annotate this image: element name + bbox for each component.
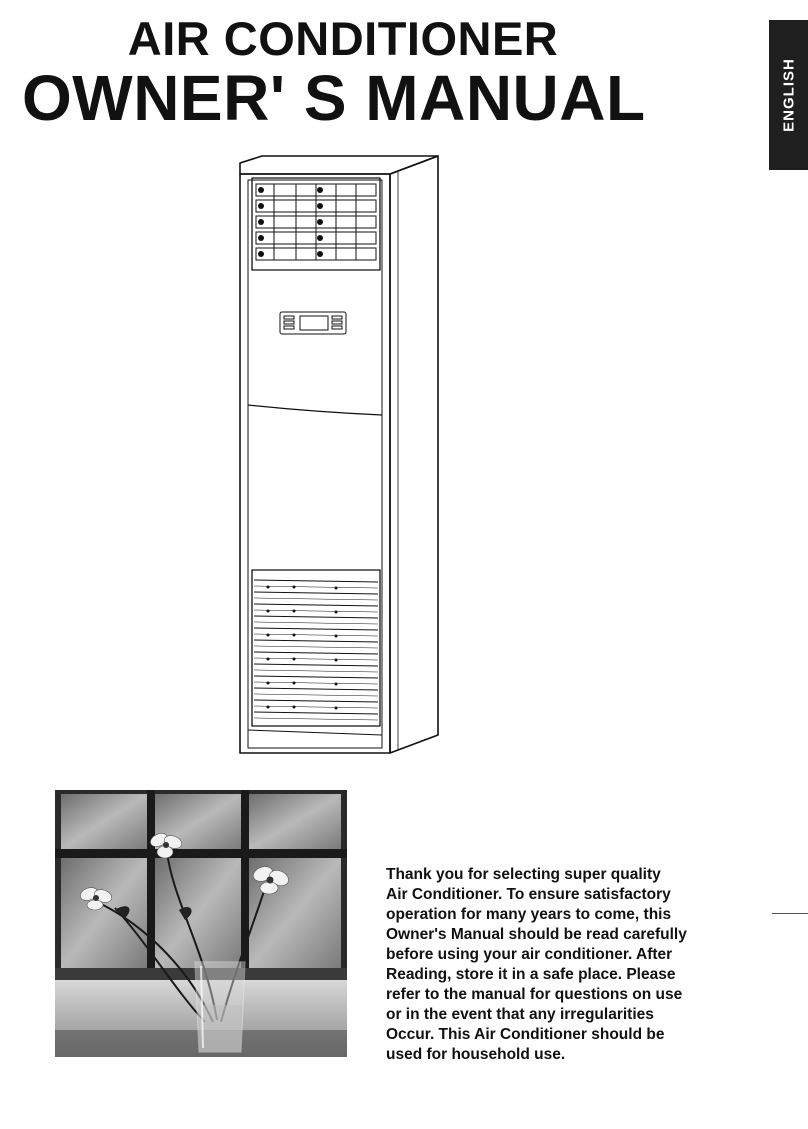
language-tab xyxy=(769,20,808,170)
floor-standing-air-conditioner-icon xyxy=(228,150,448,770)
margin-divider xyxy=(772,913,808,914)
intro-line: Occur. This Air Conditioner should be xyxy=(386,1026,665,1043)
intro-line: Air Conditioner. To ensure satisfactory xyxy=(386,886,671,903)
intro-line: refer to the manual for questions on use xyxy=(386,986,683,1003)
intro-line: before using your air conditioner. After xyxy=(386,946,673,963)
flowers-in-vase-by-window-photo xyxy=(55,790,347,1057)
title-air-conditioner: AIR CONDITIONER xyxy=(127,12,559,65)
title-owners-manual: OWNER' S MANUAL xyxy=(22,62,646,134)
intro-paragraph xyxy=(386,865,766,1065)
intro-line: Reading, store it in a safe place. Please xyxy=(386,966,676,983)
language-tab-label: ENGLISH xyxy=(780,58,797,132)
intro-line: operation for many years to come, this xyxy=(386,906,672,923)
intro-line: Thank you for selecting super quality xyxy=(386,866,661,883)
intro-line: used for household use. xyxy=(386,1046,566,1063)
intro-line: Owner's Manual should be read carefully xyxy=(386,926,687,943)
intro-line: or in the event that any irregularities xyxy=(386,1006,654,1023)
